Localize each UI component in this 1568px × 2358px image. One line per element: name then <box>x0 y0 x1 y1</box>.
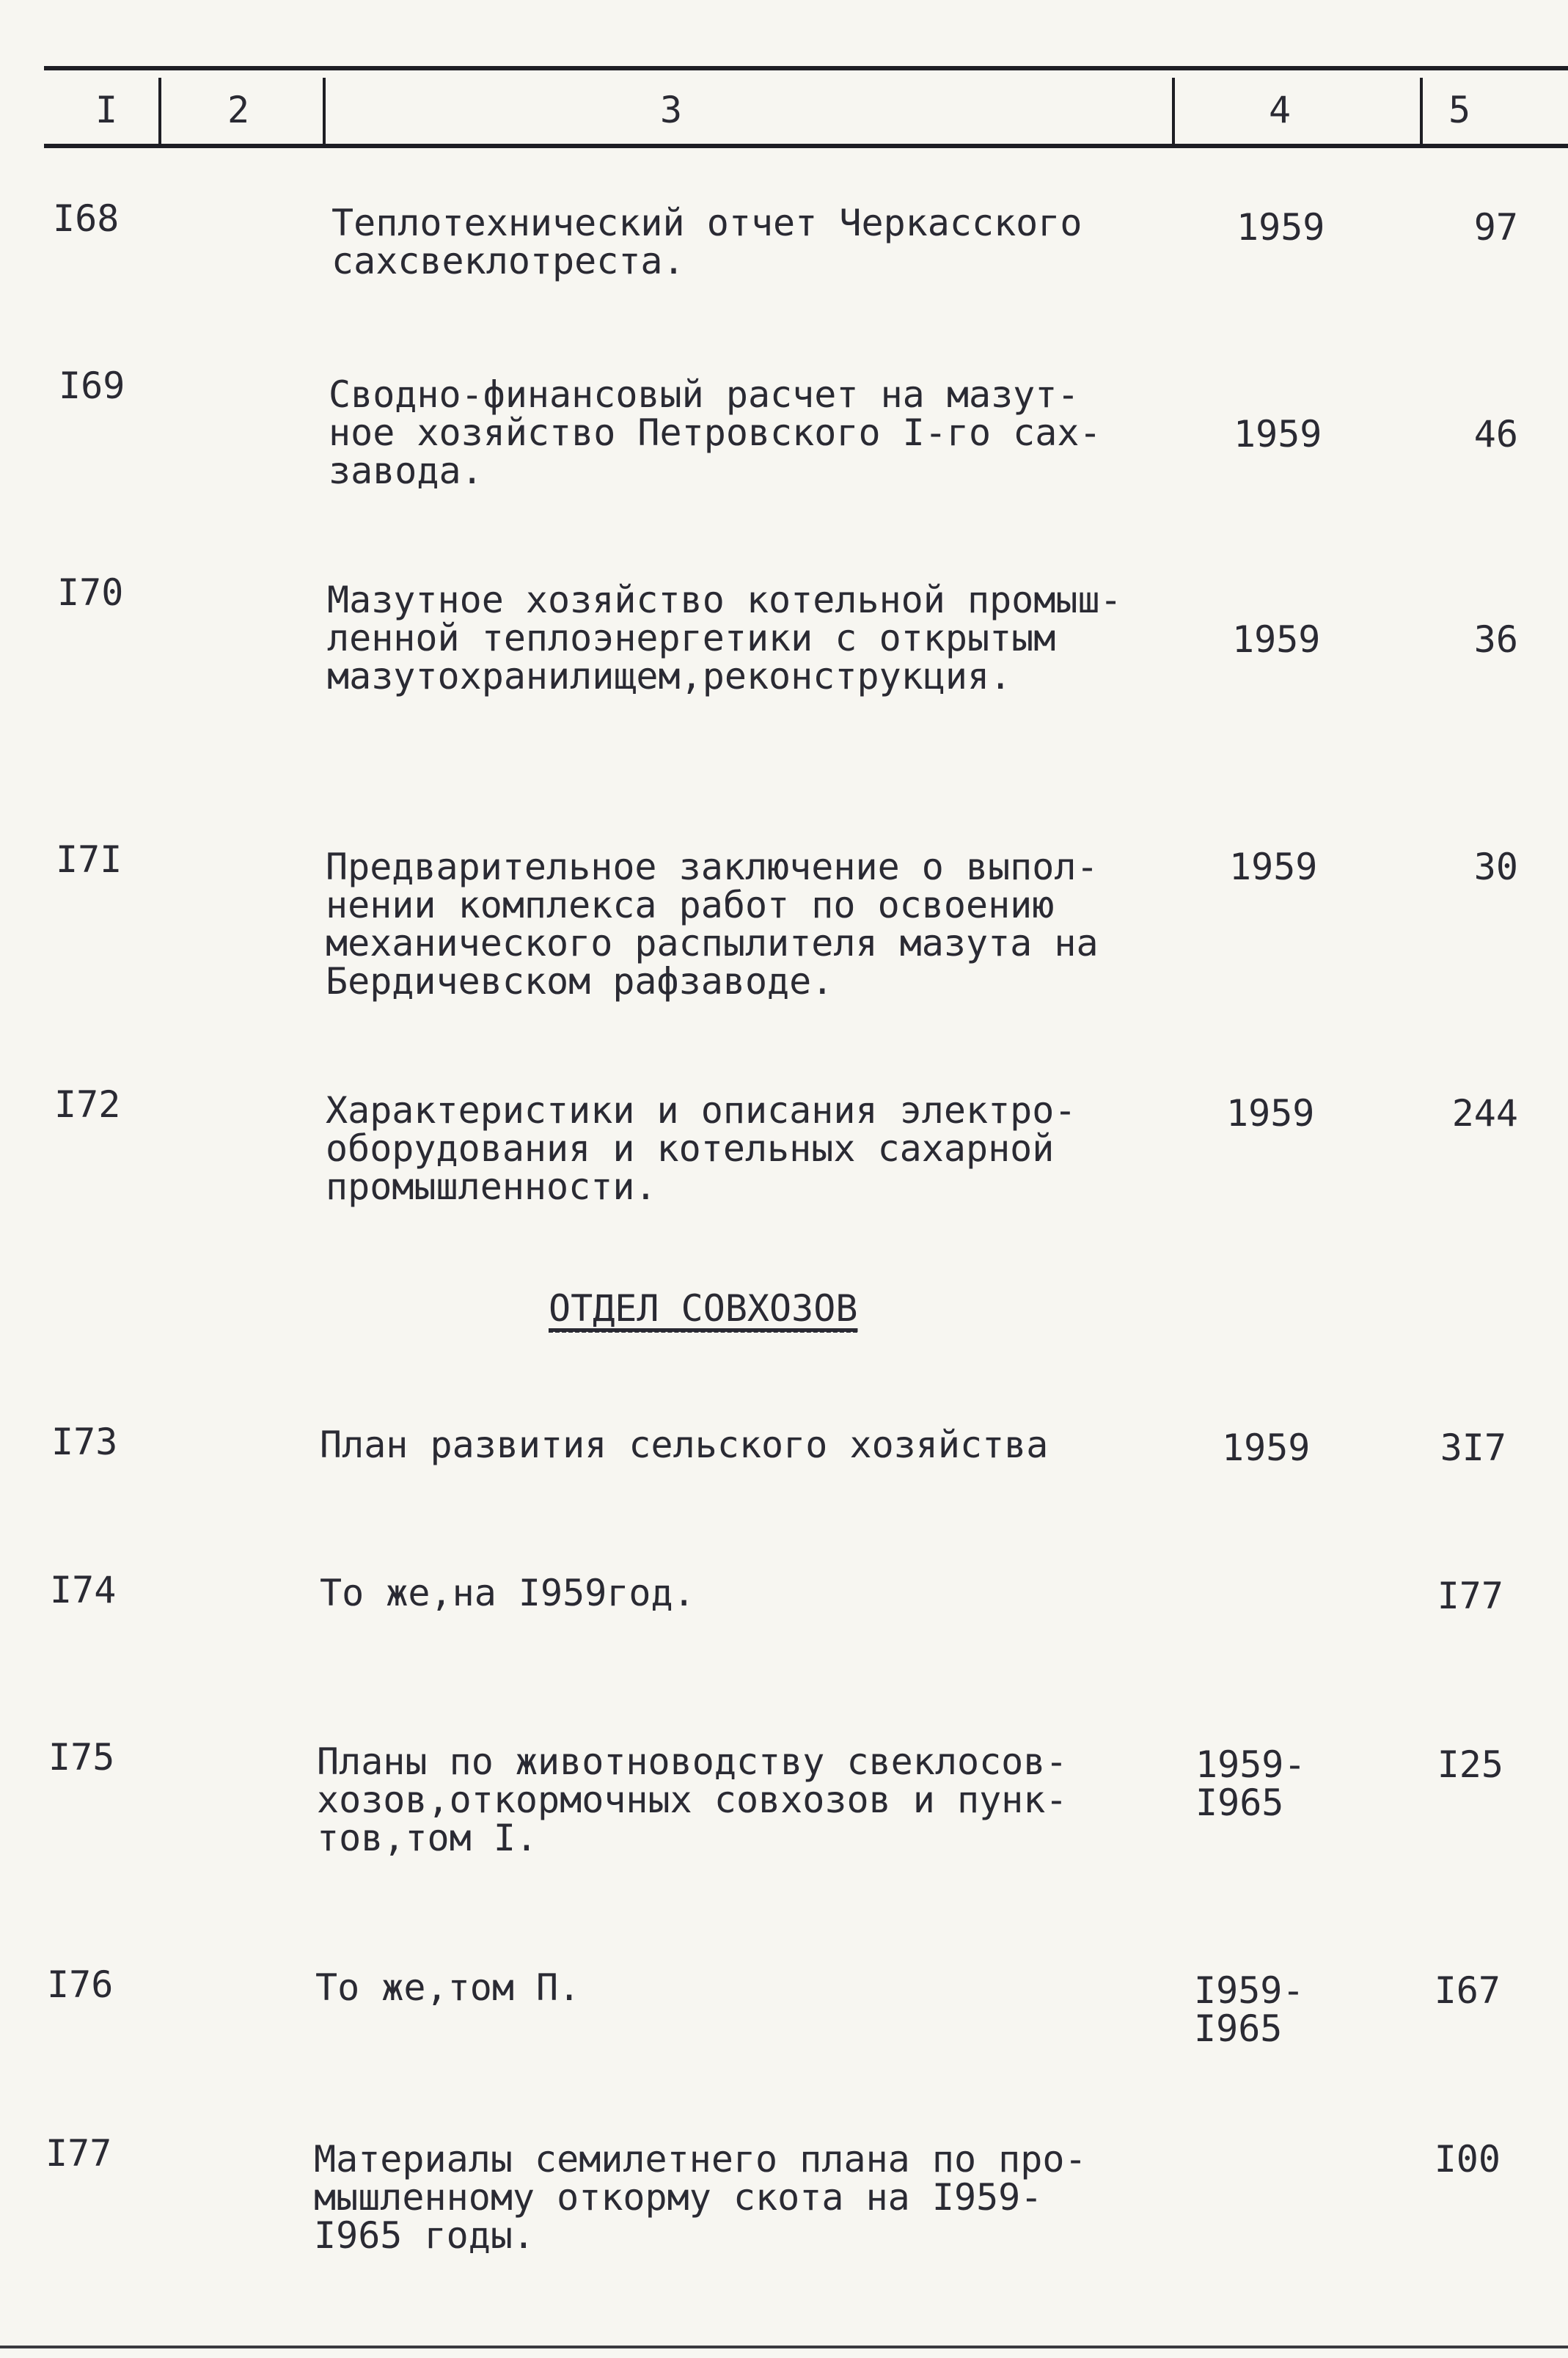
entry-sheet-count: I25 <box>1437 1743 1503 1786</box>
entry-description: То же,на I959год. <box>320 1572 695 1614</box>
entry-number: I70 <box>57 571 124 614</box>
column-divider-2 <box>323 78 326 148</box>
header-col-5: 5 <box>1448 89 1471 131</box>
entry-year: 1959 <box>1229 846 1318 888</box>
entry-year: I959- I965 <box>1194 1969 1305 2050</box>
entry-number: I73 <box>51 1421 118 1463</box>
entry-sheet-count: 46 <box>1473 413 1518 455</box>
entry-sheet-count: I77 <box>1437 1575 1503 1617</box>
section-title: ОТДЕЛ СОВХОЗОВ <box>549 1288 857 1333</box>
header-col-3: 3 <box>660 89 683 131</box>
column-divider-1 <box>158 78 161 148</box>
entry-description: Сводно-финансовый расчет на мазут- ное хозяйство Петровского I-го сах- завода. <box>329 373 1102 492</box>
entry-number: I69 <box>59 365 125 407</box>
column-divider-3 <box>1172 78 1175 148</box>
entry-number: I72 <box>54 1083 121 1126</box>
entry-number: I7I <box>56 838 122 881</box>
entry-sheet-count: 97 <box>1473 206 1518 249</box>
column-divider-4 <box>1420 78 1423 148</box>
entry-number: I76 <box>47 1963 114 2006</box>
entry-sheet-count: 244 <box>1451 1092 1518 1135</box>
entry-year: 1959 <box>1226 1092 1315 1135</box>
entry-year: 1959 <box>1237 206 1325 249</box>
entry-description: Теплотехнический отчет Черкасского сахсвеклотреста. <box>331 202 1082 282</box>
entry-number: I74 <box>50 1569 117 1611</box>
entry-sheet-count: 36 <box>1473 618 1518 661</box>
header-top-rule <box>44 66 1568 70</box>
entry-description: Мазутное хозяйство котельной промыш- ленной теплоэнергетики с открытым мазутохранилищем,реконструкция. <box>327 579 1122 697</box>
entry-description: Характеристики и описания электро- оборудования и котельных сахарной промышленности. <box>326 1089 1077 1208</box>
entry-description: Материалы семилетнего плана по про- мышленному откорму скота на I959- I965 годы. <box>314 2138 1087 2257</box>
entry-sheet-count: I00 <box>1434 2138 1501 2181</box>
header-col-4: 4 <box>1269 89 1292 131</box>
header-bottom-rule <box>44 144 1568 148</box>
entry-number: I77 <box>45 2132 112 2175</box>
header-col-2: 2 <box>227 89 250 131</box>
entry-number: I68 <box>53 197 120 240</box>
entry-year: 1959- I965 <box>1195 1743 1306 1824</box>
entry-sheet-count: 3I7 <box>1440 1427 1506 1469</box>
entry-year: 1959 <box>1222 1427 1311 1469</box>
entry-description: План развития сельского хозяйства <box>320 1424 1049 1466</box>
entry-sheet-count: I67 <box>1434 1969 1501 2012</box>
entry-description: То же,том П. <box>315 1966 581 2009</box>
entry-sheet-count: 30 <box>1473 846 1518 888</box>
entry-number: I75 <box>48 1736 115 1779</box>
header-col-1: I <box>95 89 118 131</box>
entry-description: Планы по животноводству свеклосов- хозов,откормочных совхозов и пунк- тов,том I. <box>317 1740 1068 1859</box>
page-bottom-rule <box>0 2346 1568 2348</box>
entry-description: Предварительное заключение о выпол- нении комплекса работ по освоению механического распылителя мазута на Бердичевском рафзаводе. <box>326 846 1099 1003</box>
entry-year: 1959 <box>1234 413 1322 455</box>
entry-year: 1959 <box>1232 618 1321 661</box>
